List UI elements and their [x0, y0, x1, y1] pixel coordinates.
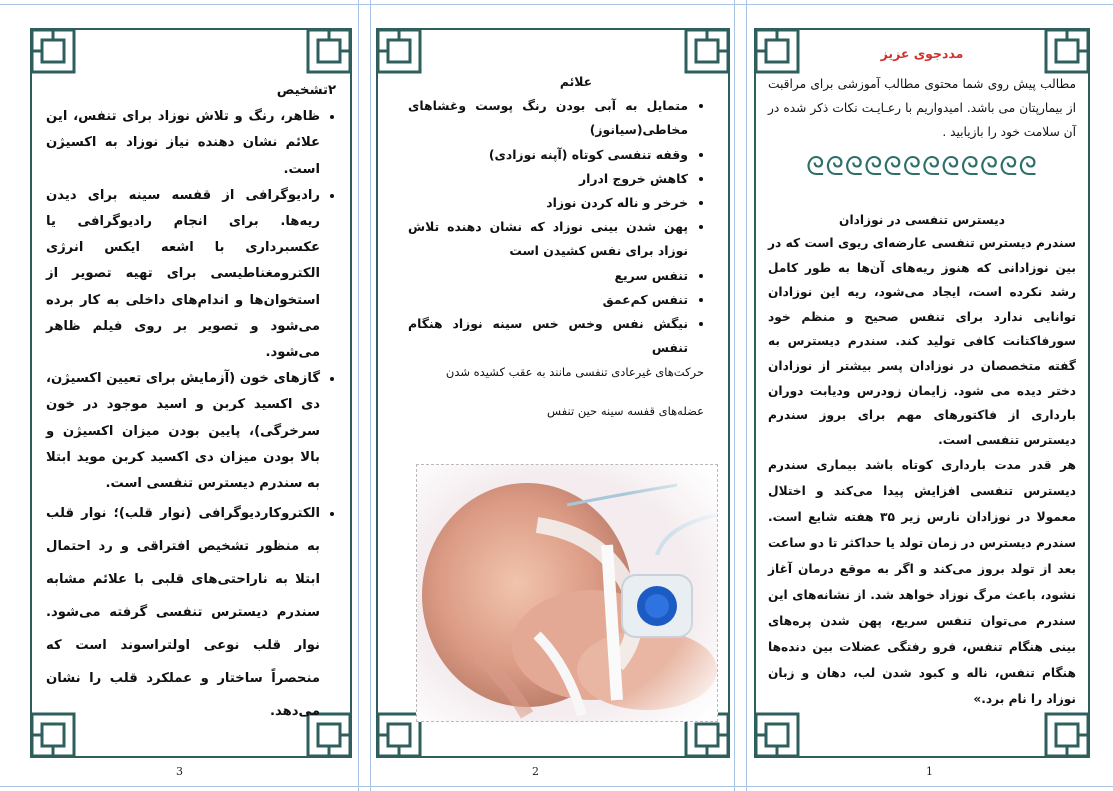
baby-photo-illustration [417, 465, 718, 722]
symptom-extra-line: حرکت‌های غیرعادی تنفسی مانند به عقب کشیده شدن [445, 365, 704, 380]
decorative-wave-divider: ᘓᘓᘓᘓᘓᘓᘓᘓᘓᘓᘓᘓ [806, 152, 1038, 182]
body-paragraph-2: هر قدر مدت بارداری کوتاه باشد بیماری سندرم دیسترس تنفسی افزایش پیدا می‌کند و اختلال معمولا در نوزادان نارس زیر ۳۵ هفته شایع است. سندرم دیسترس در زمان تولد یا حداکثر تا دو ساعت بعد از تولد بروز می‌کند و اگر به موقع درمان آغاز نشود، باعث مرگ نوزاد خواهد شد. از نشانه‌های این سندرم می‌توان تنفس سریع، پهن شدن پره‌های بینی هنگام تنفس، فرو رفتگی عضلات بین دنده‌ها هنگام تنفس، ناله و کبود شدن لب، دهان و زبان نوزاد را نام برد.» [768, 458, 1076, 707]
list-item: • تنفس کم‌عمق [408, 288, 688, 312]
intro-paragraph: مطالب پیش روی شما محتوی مطالب آموزشی برای مراقبت از بیمارپتان می باشد. امیدواریم با رعـایـت نکات ذکر شده در آن سلامت خود را بازیابید . [768, 77, 1076, 139]
list-item: • پهن شدن بینی نوزاد که نشان دهنده تلاش نوزاد برای نفس کشیدن است [408, 215, 688, 263]
body-paragraph-1: سندرم دیسترس تنفسی عارضه‌ای ریوی است که در بین نوزادانی که هنوز ریه‌های آن‌ها به طور کامل رشد نکرده است، ایجاد می‌شود، ریه این نوزادان توانایی ندارد برای تنفس صحیح و منظم خود سورفاکتانت کافی تولید کند. سندرم دیسترس به گفته متخصصان در نوزادان پسر بیشتر از نوزادان دختر دیده می شود. زایمان زودرس ودیابت دوران بارداری از فاکتورهای مهم برای بروز سندرم دیسترس تنفسی است. [768, 236, 1076, 447]
page-guide-line [746, 0, 747, 791]
list-item: • الکتروکاردیوگرافی (نوار قلب)؛ نوار قلب به منظور تشخیص افتراقی و رد احتمال ابتلا به ناراحتی‌های قلبی با علائم مشابه سندرم دیسترس تنفسی گرفته می‌شود. نوار قلب نوعی اولتراسوند است که منحصراً ساختار و عملکرد قلب را نشان می‌دهد. [46, 497, 320, 728]
page-guide-line [0, 786, 1113, 787]
page-guide-line [0, 4, 1113, 5]
list-item: • وقفه تنفسی کوتاه (آپنه نوزادی) [408, 143, 688, 167]
page-guide-line [370, 0, 371, 791]
list-item: • خرخر و ناله کردن نوزاد [408, 191, 688, 215]
page-guide-line [358, 0, 359, 791]
symptom-last-line: عضله‌های قفسه سینه حین تنفس [547, 403, 704, 418]
list-item: • ظاهر، رنگ و تلاش نوزاد برای تنفس، این علائم نشان دهنده نیاز نوزاد به اکسیژن است. [46, 104, 320, 183]
frame-corner-ornament [306, 28, 352, 74]
list-item: • متمایل به آبی بودن رنگ پوست وغشاهای مخاطی(سیانوز) [408, 94, 688, 142]
diagnosis-content [46, 78, 336, 736]
page-number: 3 [176, 765, 183, 778]
panel-introduction [754, 28, 1090, 758]
page-guide-line [734, 0, 735, 791]
diagnosis-list [46, 104, 336, 728]
section-title: دیسترس تنفسی در نوزادان [839, 213, 1005, 227]
panel-diagnosis [30, 28, 352, 758]
frame-corner-ornament [30, 28, 76, 74]
introduction-content [768, 44, 1076, 736]
frame-corner-ornament [376, 28, 422, 74]
list-item: • نیگش نفس وخس خس سینه نوزاد هنگام تنفس [408, 312, 688, 360]
list-item: • گازهای خون (آزمایش برای تعیین اکسیژن، دی اکسید کربن و اسید موجود در خون سرخرگی)، پایین بودن میزان اکسیژن و بالا بودن میزان دی اکسید کربن موید ابتلا به سندرم دیسترس تنفسی است. [46, 366, 320, 497]
frame-corner-ornament [684, 28, 730, 74]
list-item: • تنفس سریع [408, 264, 688, 288]
symptoms-heading: علائم [559, 74, 593, 89]
diagnosis-heading: ۲تشخیص [276, 83, 336, 98]
page-number: 2 [532, 765, 539, 778]
baby-photo [416, 464, 718, 722]
page-number: 1 [926, 765, 933, 778]
list-item: • کاهش خروج ادرار [408, 167, 688, 191]
greeting-title: مددجوی عزیز [880, 46, 964, 61]
symptoms-list [408, 94, 704, 360]
list-item: • رادیوگرافی از قفسه سینه برای دیدن ریه‌ها. برای انجام رادیوگرافی یا عکسبرداری با اشعه ایکس انرژی الکترومغناطیسی برای تهیه تصویر از استخوان‌ها و اندام‌های داخلی به کار برده می‌شود و تصویر بر روی فیلم ظاهر می‌شود. [46, 183, 320, 366]
